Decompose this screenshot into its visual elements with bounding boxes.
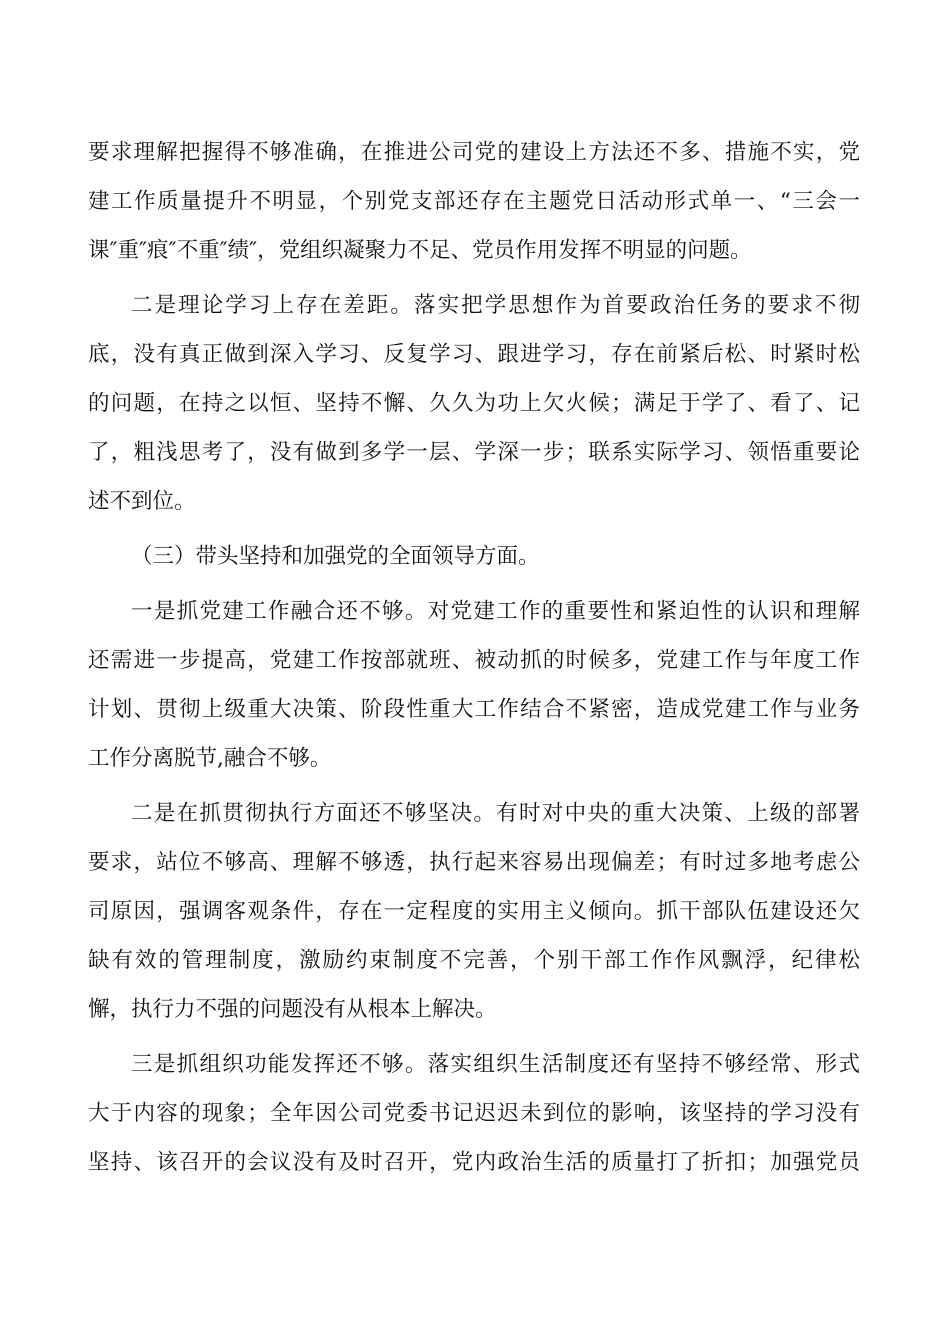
document-body — [88, 128, 860, 1187]
text-line: 缺有效的管理制度，激励约束制度不完善，个别干部工作作风飘浮，纪律松 — [88, 948, 860, 973]
text-line: 懈，执行力不强的问题没有从根本上解决。 — [88, 997, 497, 1022]
text-line: 司原因，强调客观条件，存在一定程度的实用主义倾向。抓干部队伍建设还欠 — [88, 899, 860, 924]
paragraph — [88, 281, 860, 526]
text-line: 了，粗浅思考了，没有做到多学一层、学深一步；联系实际学习、领悟重要论 — [88, 440, 860, 465]
text-line: 要求理解把握得不够准确，在推进公司党的建设上方法还不多、措施不实，党 — [88, 140, 860, 165]
text-line: 述不到位。 — [88, 489, 196, 514]
text-line: 大于内容的现象；全年因公司党委书记迟迟未到位的影响，该坚持的学习没有 — [88, 1101, 860, 1126]
text-line: 要求，站位不够高、理解不够透，执行起来容易出现偏差；有时过多地考虑公 — [88, 850, 860, 875]
text-line: 底，没有真正做到深入学习、反复学习、跟进学习，存在前紧后松、时紧时松 — [88, 342, 860, 367]
text-line: 的问题，在持之以恒、坚持不懈、久久为功上欠火候；满足于学了、看了、记 — [88, 391, 860, 416]
text-line: 二是理论学习上存在差距。落实把学思想作为首要政治任务的要求不彻 — [131, 293, 860, 318]
paragraph — [88, 128, 860, 275]
text-line: 还需进一步提高，党建工作按部就班、被动抓的时候多，党建工作与年度工作 — [88, 648, 860, 673]
section-heading — [88, 532, 860, 581]
text-line: 工作分离脱节,融合不够。 — [88, 746, 332, 771]
paragraph — [88, 789, 860, 1034]
text-line: （三）带头坚持和加强党的全面领导方面。 — [131, 544, 540, 569]
text-line: 课″重″痕″不重″绩″，党组织凝聚力不足、党员作用发挥不明显的问题。 — [88, 238, 752, 263]
text-line: 一是抓党建工作融合还不够。对党建工作的重要性和紧迫性的认识和理解 — [131, 599, 860, 624]
text-line: 二是在抓贯彻执行方面还不够坚决。有时对中央的重大决策、上级的部署 — [131, 801, 860, 826]
text-line: 三是抓组织功能发挥还不够。落实组织生活制度还有坚持不够经常、形式 — [131, 1052, 860, 1077]
paragraph — [88, 587, 860, 783]
paragraph — [88, 1040, 860, 1187]
text-line: 建工作质量提升不明显，个别党支部还存在主题党日活动形式单一、“三会一 — [88, 189, 860, 214]
text-line: 计划、贯彻上级重大决策、阶段性重大工作结合不紧密，造成党建工作与业务 — [88, 697, 860, 722]
text-line: 坚持、该召开的会议没有及时召开，党内政治生活的质量打了折扣；加强党员 — [88, 1150, 860, 1175]
